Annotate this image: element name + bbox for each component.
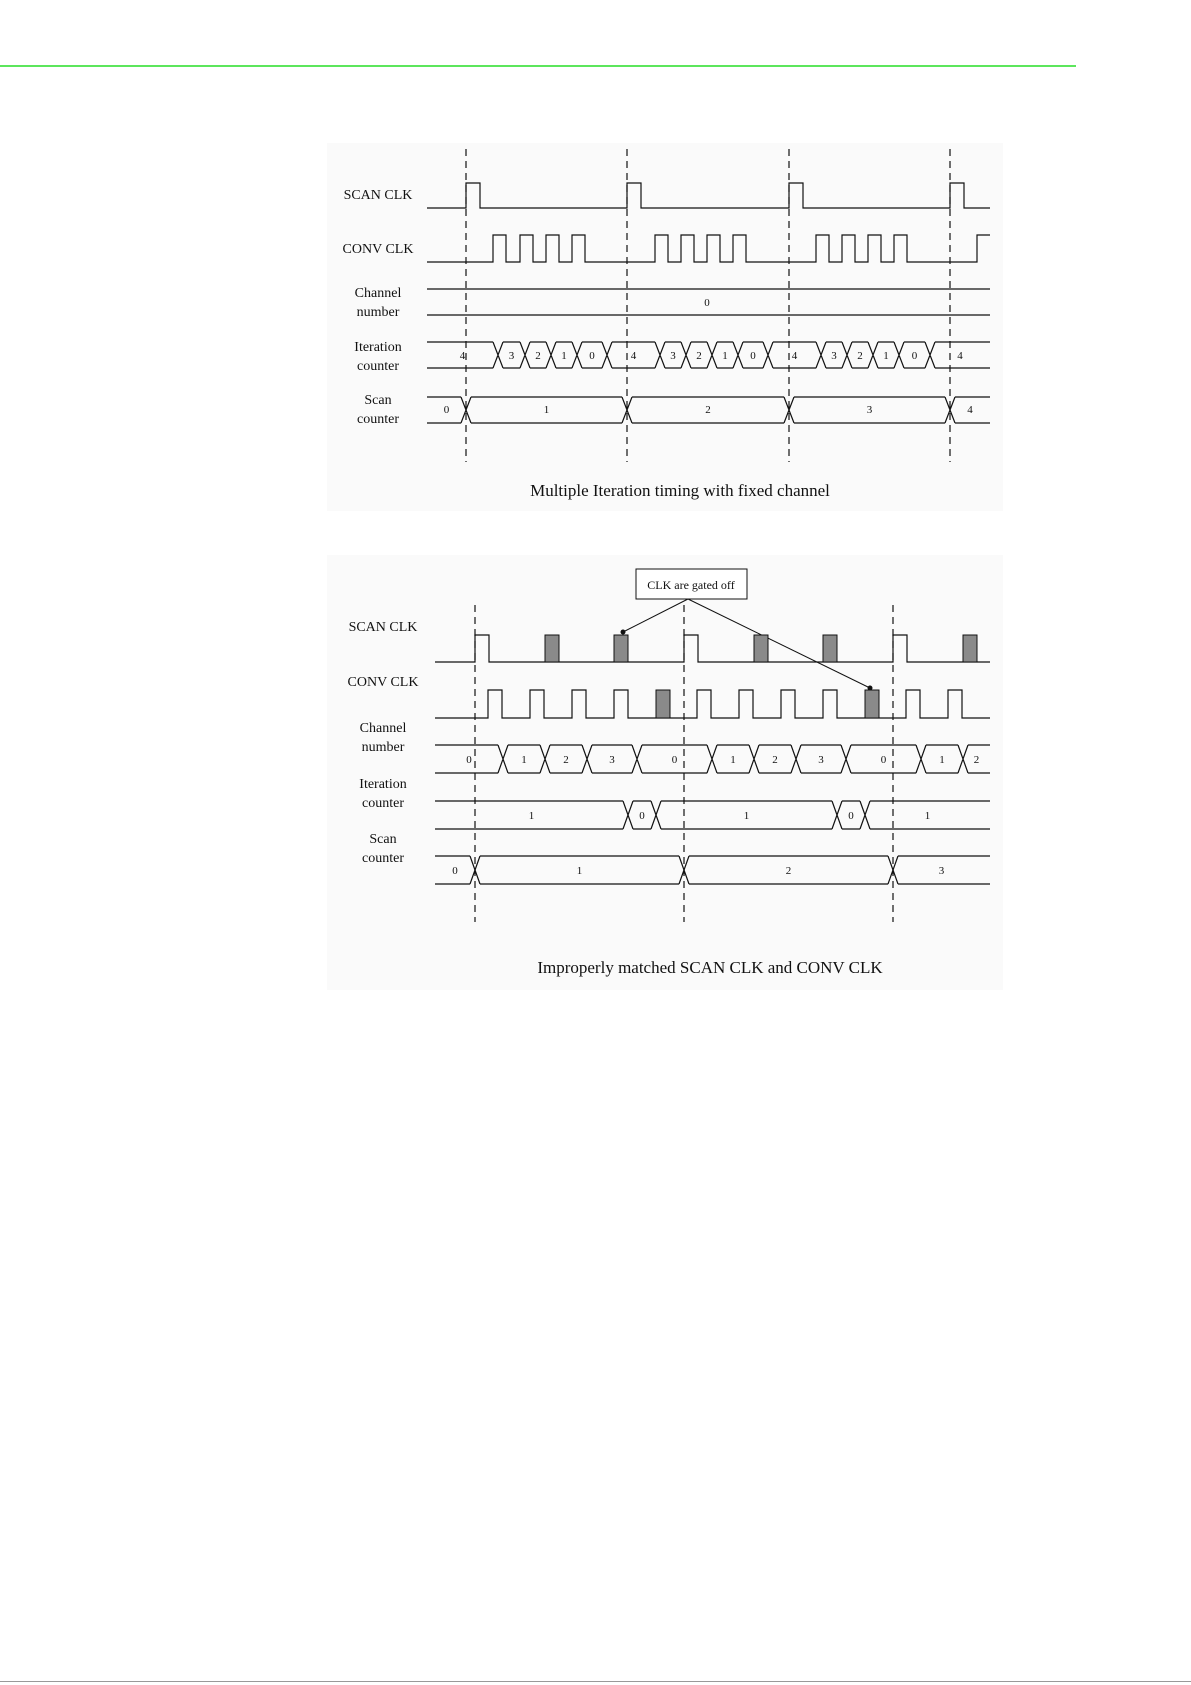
d1-iteration-value: 4	[630, 350, 637, 362]
d1-label-scan-1: Scan	[364, 393, 392, 408]
d1-caption: Multiple Iteration timing with fixed channel	[530, 481, 830, 500]
d2-gated-scan-pulse	[754, 635, 768, 662]
d1-label-iteration-2: counter	[357, 359, 399, 374]
d1-iteration-value: 3	[670, 350, 676, 362]
d2-gated-scan-pulse	[614, 635, 628, 662]
d2-gated-scan-pulse	[963, 635, 977, 662]
d2-channel-value: 3	[609, 754, 615, 766]
d1-iteration-value: 2	[696, 350, 702, 362]
d2-channel-value: 0	[466, 754, 472, 766]
d1-iteration-value: 1	[561, 350, 567, 362]
d2-label-scan-clk: SCAN CLK	[348, 620, 418, 635]
d2-label-scan-2: counter	[362, 851, 404, 866]
d2-channel-value: 2	[563, 754, 569, 766]
d2-iteration-value: 1	[924, 810, 931, 822]
d1-iteration-value: 4	[459, 350, 466, 362]
d1-scan-value: 4	[967, 404, 973, 416]
d1-label-channel-2: number	[356, 305, 400, 320]
d1-scan-value: 1	[543, 404, 550, 416]
d2-iteration-value: 0	[639, 810, 645, 822]
d2-iteration-value: 0	[848, 810, 854, 822]
d2-channel-value: 0	[671, 754, 678, 766]
d1-label-scan-2: counter	[357, 412, 399, 427]
d2-scan-value: 2	[785, 865, 792, 877]
d1-channel-value: 0	[704, 297, 710, 309]
d2-caption: Improperly matched SCAN CLK and CONV CLK	[537, 958, 883, 977]
d1-iteration-value: 3	[831, 350, 837, 362]
d1-scan-value: 3	[866, 404, 873, 416]
d2-channel-value: 1	[939, 754, 945, 766]
d1-iteration-value: 2	[535, 350, 541, 362]
d2-label-iteration-1: Iteration	[359, 777, 407, 792]
d2-channel-value: 1	[730, 754, 736, 766]
d2-gated-conv-pulse	[865, 690, 879, 718]
d1-iteration-value: 4	[957, 350, 963, 362]
d2-label-channel-1: Channel	[359, 721, 407, 736]
d2-scan-value: 0	[452, 865, 458, 877]
d2-channel-value: 0	[880, 754, 887, 766]
d2-label-conv-clk: CONV CLK	[347, 675, 419, 690]
d1-iteration-value: 4	[791, 350, 798, 362]
diagram1-panel	[327, 143, 1003, 511]
d2-gated-scan-pulse	[545, 635, 559, 662]
d2-label-scan-1: Scan	[369, 832, 397, 847]
d1-label-scan-clk: SCAN CLK	[343, 188, 413, 203]
d1-iteration-value: 0	[589, 350, 595, 362]
d1-label-channel-1: Channel	[354, 286, 402, 301]
d1-iteration-value: 1	[722, 350, 728, 362]
d1-iteration-value: 0	[911, 350, 918, 362]
d1-scan-value: 2	[705, 404, 711, 416]
d2-iteration-value: 1	[528, 810, 535, 822]
d2-gated-conv-pulse	[656, 690, 670, 718]
d1-label-iteration-1: Iteration	[354, 340, 402, 355]
d1-label-conv-clk: CONV CLK	[342, 242, 414, 257]
d2-gated-scan-pulse	[823, 635, 837, 662]
d1-iteration-value: 1	[883, 350, 889, 362]
d2-channel-value: 2	[772, 754, 778, 766]
d2-scan-value: 3	[938, 865, 945, 877]
d2-label-channel-2: number	[361, 740, 405, 755]
d1-scan-value: 0	[443, 404, 450, 416]
d2-channel-value: 3	[818, 754, 824, 766]
d1-iteration-value: 0	[750, 350, 756, 362]
d2-callout-text: CLK are gated off	[647, 578, 735, 592]
d1-iteration-value: 2	[857, 350, 863, 362]
footer-rule	[0, 1681, 1191, 1682]
d2-channel-value: 2	[973, 754, 980, 766]
d1-iteration-value: 3	[508, 350, 515, 362]
d2-label-iteration-2: counter	[362, 796, 404, 811]
d2-iteration-value: 1	[743, 810, 750, 822]
d2-channel-value: 1	[521, 754, 527, 766]
d2-scan-value: 1	[576, 865, 583, 877]
